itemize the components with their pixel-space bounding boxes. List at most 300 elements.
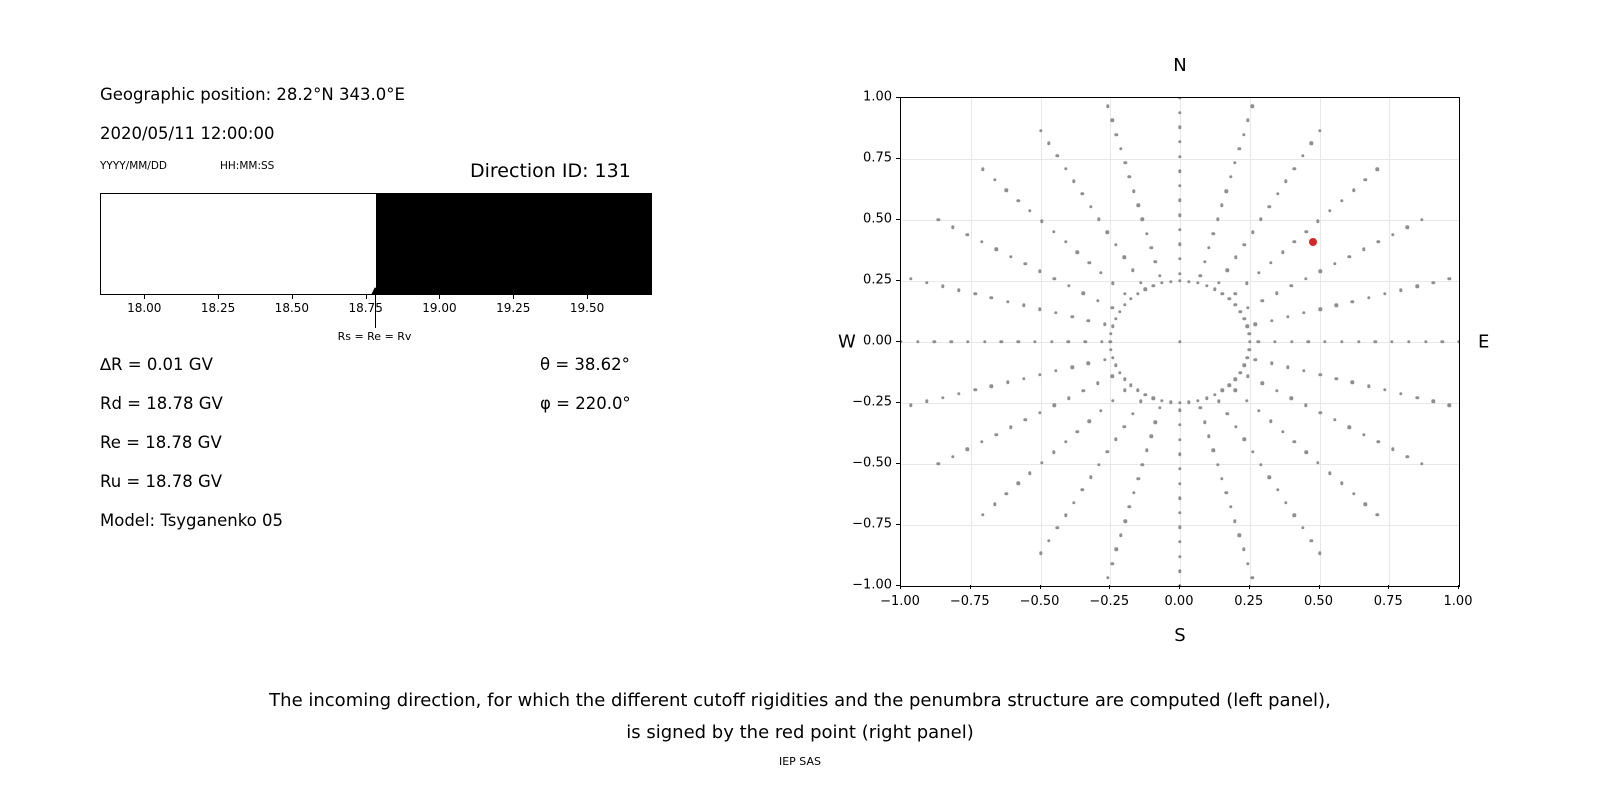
direction-point[interactable] [1407,340,1410,343]
direction-point[interactable] [957,289,960,292]
direction-point[interactable] [1352,492,1355,495]
direction-point[interactable] [1106,230,1109,233]
direction-point[interactable] [1178,482,1181,485]
direction-point[interactable] [1096,382,1099,385]
direction-point[interactable] [1064,240,1067,243]
direction-point[interactable] [1081,192,1084,195]
direction-point[interactable] [1033,340,1036,343]
direction-point[interactable] [1293,240,1296,243]
direction-point[interactable] [1233,519,1236,522]
direction-point[interactable] [1242,243,1245,246]
direction-point[interactable] [1114,243,1117,246]
direction-point[interactable] [980,240,983,243]
direction-point[interactable] [1376,168,1379,171]
direction-point[interactable] [1318,552,1321,555]
direction-point[interactable] [1259,463,1262,466]
direction-point[interactable] [1022,377,1025,380]
direction-point[interactable] [1149,435,1152,438]
direction-point[interactable] [1246,325,1249,328]
direction-point[interactable] [1290,340,1293,343]
direction-point[interactable] [1229,505,1232,508]
direction-point[interactable] [1391,233,1394,236]
direction-point[interactable] [1251,230,1254,233]
direction-point[interactable] [990,385,993,388]
direction-point[interactable] [1347,255,1350,258]
direction-point[interactable] [1111,374,1114,377]
direction-point[interactable] [1119,147,1122,150]
direction-point[interactable] [925,281,928,284]
direction-point[interactable] [1441,340,1444,343]
direction-point[interactable] [1234,389,1237,392]
direction-point[interactable] [941,285,944,288]
direction-point[interactable] [1318,270,1321,273]
direction-point[interactable] [1054,311,1057,314]
direction-point[interactable] [1123,389,1126,392]
direction-point[interactable] [1111,356,1114,359]
direction-point[interactable] [1216,463,1219,466]
direction-point[interactable] [1362,248,1365,251]
direction-point[interactable] [1405,226,1408,229]
direction-point[interactable] [1099,271,1102,274]
direction-point[interactable] [1275,389,1278,392]
direction-point[interactable] [1111,399,1114,402]
direction-point[interactable] [1109,332,1112,335]
direction-point[interactable] [1225,189,1228,192]
direction-point[interactable] [1304,404,1307,407]
direction-point[interactable] [1234,292,1237,295]
direction-point[interactable] [1088,261,1091,264]
direction-point[interactable] [1050,340,1053,343]
direction-point[interactable] [1178,526,1181,529]
direction-point[interactable] [1234,256,1237,259]
direction-point[interactable] [1111,306,1114,309]
direction-point[interactable] [1364,502,1367,505]
direction-point[interactable] [1039,129,1042,132]
direction-point[interactable] [1275,291,1278,294]
direction-point[interactable] [1000,340,1003,343]
direction-point[interactable] [1097,463,1100,466]
direction-point[interactable] [1226,268,1229,271]
direction-point[interactable] [1362,433,1365,436]
direction-point[interactable] [1415,285,1418,288]
direction-point[interactable] [1072,180,1075,183]
direction-point[interactable] [1067,340,1070,343]
direction-point[interactable] [1123,377,1126,380]
direction-point[interactable] [1123,303,1126,306]
direction-point[interactable] [1110,562,1113,565]
direction-point[interactable] [1076,251,1079,254]
direction-point[interactable] [1376,240,1379,243]
direction-point[interactable] [1284,501,1287,504]
direction-point[interactable] [1141,463,1144,466]
direction-point[interactable] [1136,204,1139,207]
direction-point[interactable] [909,403,912,406]
direction-point[interactable] [1318,307,1321,310]
direction-point[interactable] [1152,284,1155,287]
direction-point[interactable] [1152,397,1155,400]
direction-point[interactable] [1405,455,1408,458]
direction-point[interactable] [1205,284,1208,287]
direction-point[interactable] [993,502,996,505]
direction-point[interactable] [983,340,986,343]
direction-point[interactable] [1114,437,1117,440]
direction-point[interactable] [1052,451,1055,454]
direction-point[interactable] [1234,303,1237,306]
direction-point[interactable] [1221,389,1224,392]
direction-point[interactable] [1136,292,1139,295]
direction-point[interactable] [1276,192,1279,195]
direction-point[interactable] [1178,228,1181,231]
direction-point[interactable] [1158,406,1161,409]
direction-point[interactable] [1083,340,1086,343]
direction-point[interactable] [1234,377,1237,380]
direction-point[interactable] [1017,199,1020,202]
direction-point[interactable] [1254,358,1257,361]
direction-point[interactable] [1220,204,1223,207]
direction-point[interactable] [1087,319,1090,322]
direction-point[interactable] [1158,274,1161,277]
direction-point[interactable] [1005,188,1008,191]
direction-point[interactable] [1335,377,1338,380]
direction-point[interactable] [937,462,940,465]
direction-point[interactable] [1420,462,1423,465]
direction-point[interactable] [1145,449,1148,452]
direction-point[interactable] [1070,315,1073,318]
direction-point[interactable] [957,392,960,395]
direction-point[interactable] [1064,440,1067,443]
direction-point[interactable] [1367,385,1370,388]
direction-point[interactable] [1304,277,1307,280]
direction-point[interactable] [1351,381,1354,384]
direction-point[interactable] [1160,281,1163,284]
direction-point[interactable] [933,340,936,343]
direction-point[interactable] [1217,281,1220,284]
direction-point[interactable] [1082,291,1085,294]
direction-point[interactable] [1333,418,1336,421]
direction-point[interactable] [1383,388,1386,391]
direction-point[interactable] [1136,477,1139,480]
direction-point[interactable] [951,455,954,458]
direction-point[interactable] [1178,213,1181,216]
direction-point[interactable] [1220,477,1223,480]
direction-point[interactable] [1109,340,1112,343]
direction-point[interactable] [1178,169,1181,172]
direction-point[interactable] [1123,161,1126,164]
direction-point[interactable] [1242,548,1245,551]
direction-point[interactable] [1335,304,1338,307]
direction-point[interactable] [1257,409,1260,412]
direction-point[interactable] [1228,383,1231,386]
direction-point[interactable] [1269,261,1272,264]
direction-point[interactable] [1017,482,1020,485]
direction-point[interactable] [900,340,903,343]
direction-point[interactable] [1145,232,1148,235]
direction-point[interactable] [1053,277,1056,280]
direction-point[interactable] [1009,255,1012,258]
direction-point[interactable] [1257,271,1260,274]
direction-point[interactable] [1242,437,1245,440]
direction-point[interactable] [1293,167,1296,170]
direction-point[interactable] [1096,299,1099,302]
direction-point[interactable] [1154,260,1157,263]
direction-point[interactable] [1364,178,1367,181]
direction-point[interactable] [1318,129,1321,132]
direction-point[interactable] [916,340,919,343]
direction-point[interactable] [1099,409,1102,412]
direction-point[interactable] [1178,111,1181,114]
direction-point[interactable] [1424,340,1427,343]
direction-point[interactable] [1087,362,1090,365]
direction-point[interactable] [1432,281,1435,284]
direction-point[interactable] [1284,180,1287,183]
direction-point[interactable] [1053,404,1056,407]
direction-point[interactable] [1301,526,1304,529]
direction-point[interactable] [1178,467,1181,470]
direction-point[interactable] [1390,340,1393,343]
direction-point[interactable] [1256,340,1259,343]
direction-point[interactable] [1106,576,1109,579]
direction-point[interactable] [1270,319,1273,322]
direction-point[interactable] [1457,340,1460,343]
direction-point[interactable] [1154,420,1157,423]
direction-point[interactable] [1110,119,1113,122]
direction-point[interactable] [1238,147,1241,150]
direction-point[interactable] [1056,154,1059,157]
direction-point[interactable] [950,340,953,343]
direction-point[interactable] [1309,142,1312,145]
direction-point[interactable] [1006,381,1009,384]
direction-point[interactable] [1415,396,1418,399]
direction-point[interactable] [1268,205,1271,208]
direction-point[interactable] [1024,262,1027,265]
direction-point[interactable] [1132,189,1135,192]
direction-point[interactable] [1178,126,1181,129]
direction-point[interactable] [1128,505,1131,508]
direction-point[interactable] [1239,371,1242,374]
direction-point[interactable] [1070,366,1073,369]
direction-point[interactable] [1076,430,1079,433]
direction-point[interactable] [1228,297,1231,300]
direction-point[interactable] [1238,534,1241,537]
direction-point[interactable] [973,388,976,391]
direction-point[interactable] [1289,284,1292,287]
direction-point[interactable] [1196,281,1199,284]
direction-point[interactable] [1178,97,1181,100]
direction-point[interactable] [1351,300,1354,303]
direction-point[interactable] [1333,262,1336,265]
direction-point[interactable] [1251,450,1254,453]
direction-point[interactable] [1082,389,1085,392]
direction-point[interactable] [1302,369,1305,372]
direction-point[interactable] [1089,205,1092,208]
direction-point[interactable] [1114,317,1117,320]
direction-point[interactable] [1203,420,1206,423]
direction-point[interactable] [1242,133,1245,136]
direction-point[interactable] [981,513,984,516]
direction-point[interactable] [1178,555,1181,558]
direction-point[interactable] [1340,340,1343,343]
direction-point[interactable] [1226,412,1229,415]
direction-point[interactable] [1132,491,1135,494]
direction-point[interactable] [1131,412,1134,415]
direction-point[interactable] [1199,406,1202,409]
direction-point[interactable] [1281,251,1284,254]
direction-point[interactable] [1028,209,1031,212]
direction-point[interactable] [1448,403,1451,406]
direction-point[interactable] [1089,476,1092,479]
direction-point[interactable] [1260,382,1263,385]
direction-point[interactable] [1143,287,1146,290]
direction-point[interactable] [1318,411,1321,414]
direction-point[interactable] [1305,230,1308,233]
direction-point[interactable] [1139,281,1142,284]
direction-point[interactable] [1178,570,1181,573]
direction-point[interactable] [1122,256,1125,259]
direction-point[interactable] [1340,482,1343,485]
direction-point[interactable] [1234,425,1237,428]
direction-point[interactable] [1028,471,1031,474]
direction-point[interactable] [1276,488,1279,491]
direction-point[interactable] [1273,340,1276,343]
direction-point[interactable] [1301,154,1304,157]
direction-point[interactable] [1056,526,1059,529]
direction-point[interactable] [1111,282,1114,285]
direction-point[interactable] [1039,552,1042,555]
direction-point[interactable] [1213,287,1216,290]
direction-point[interactable] [1270,362,1273,365]
direction-point[interactable] [1367,296,1370,299]
direction-point[interactable] [1178,438,1181,441]
direction-point[interactable] [1067,396,1070,399]
direction-point[interactable] [1149,246,1152,249]
direction-point[interactable] [990,296,993,299]
direction-point[interactable] [1328,209,1331,212]
direction-point[interactable] [1233,161,1236,164]
direction-point[interactable] [1309,539,1312,542]
direction-point[interactable] [1340,199,1343,202]
direction-point[interactable] [1293,514,1296,517]
direction-point[interactable] [1005,492,1008,495]
direction-point[interactable] [1323,340,1326,343]
direction-point[interactable] [1169,280,1172,283]
direction-point[interactable] [1302,311,1305,314]
direction-point[interactable] [1123,519,1126,522]
direction-point[interactable] [1212,232,1215,235]
direction-point[interactable] [973,292,976,295]
direction-point[interactable] [1064,514,1067,517]
direction-point[interactable] [1205,397,1208,400]
direction-point[interactable] [1178,496,1181,499]
direction-point[interactable] [1054,369,1057,372]
direction-point[interactable] [1328,471,1331,474]
direction-point[interactable] [1251,105,1254,108]
direction-point[interactable] [1318,373,1321,376]
direction-point[interactable] [1072,501,1075,504]
direction-point[interactable] [1131,268,1134,271]
direction-point[interactable] [1229,175,1232,178]
direction-point[interactable] [1115,133,1118,136]
direction-point[interactable] [1178,423,1181,426]
direction-point[interactable] [1243,364,1246,367]
direction-point[interactable] [1376,440,1379,443]
direction-point[interactable] [1420,218,1423,221]
direction-point[interactable] [1207,246,1210,249]
direction-point[interactable] [1305,451,1308,454]
selected-direction-point[interactable] [1309,238,1317,246]
direction-point[interactable] [966,448,969,451]
direction-point[interactable] [1016,340,1019,343]
direction-point[interactable] [1203,260,1206,263]
direction-point[interactable] [1269,420,1272,423]
direction-point[interactable] [1118,310,1121,313]
direction-point[interactable] [1178,511,1181,514]
direction-point[interactable] [1347,426,1350,429]
direction-point[interactable] [1103,323,1106,326]
direction-point[interactable] [1286,366,1289,369]
direction-point[interactable] [1178,257,1181,260]
direction-point[interactable] [995,248,998,251]
direction-point[interactable] [1213,393,1216,396]
direction-point[interactable] [1268,476,1271,479]
direction-point[interactable] [1178,279,1181,282]
direction-point[interactable] [1254,323,1257,326]
direction-point[interactable] [1118,371,1121,374]
direction-point[interactable] [1122,425,1125,428]
direction-point[interactable] [951,226,954,229]
direction-point[interactable] [1178,243,1181,246]
direction-point[interactable] [1136,389,1139,392]
direction-point[interactable] [1187,280,1190,283]
direction-point[interactable] [1178,453,1181,456]
direction-point[interactable] [1006,300,1009,303]
direction-point[interactable] [1081,488,1084,491]
direction-point[interactable] [1106,105,1109,108]
direction-point[interactable] [1047,142,1050,145]
direction-point[interactable] [1022,304,1025,307]
direction-point[interactable] [1245,399,1248,402]
direction-point[interactable] [1064,167,1067,170]
direction-point[interactable] [1399,289,1402,292]
direction-point[interactable] [980,440,983,443]
direction-point-zenith[interactable] [1178,340,1181,343]
direction-point[interactable] [1109,348,1112,351]
direction-point[interactable] [1103,358,1106,361]
direction-point[interactable] [966,340,969,343]
direction-point[interactable] [1225,491,1228,494]
direction-point[interactable] [1178,272,1181,275]
direction-point[interactable] [937,218,940,221]
direction-point[interactable] [1239,310,1242,313]
direction-point[interactable] [1009,426,1012,429]
direction-point[interactable] [1040,220,1043,223]
direction-point[interactable] [966,233,969,236]
direction-point[interactable] [1260,299,1263,302]
direction-point[interactable] [1289,396,1292,399]
direction-point[interactable] [1178,401,1181,404]
direction-point[interactable] [1243,317,1246,320]
direction-point[interactable] [1106,450,1109,453]
direction-point[interactable] [1221,292,1224,295]
direction-point[interactable] [1307,340,1310,343]
direction-point[interactable] [1143,393,1146,396]
direction-point[interactable] [1357,340,1360,343]
direction-point[interactable] [941,396,944,399]
direction-point[interactable] [1281,430,1284,433]
direction-point[interactable] [993,178,996,181]
direction-point[interactable] [1374,340,1377,343]
direction-point[interactable] [1207,435,1210,438]
direction-point[interactable] [1178,540,1181,543]
